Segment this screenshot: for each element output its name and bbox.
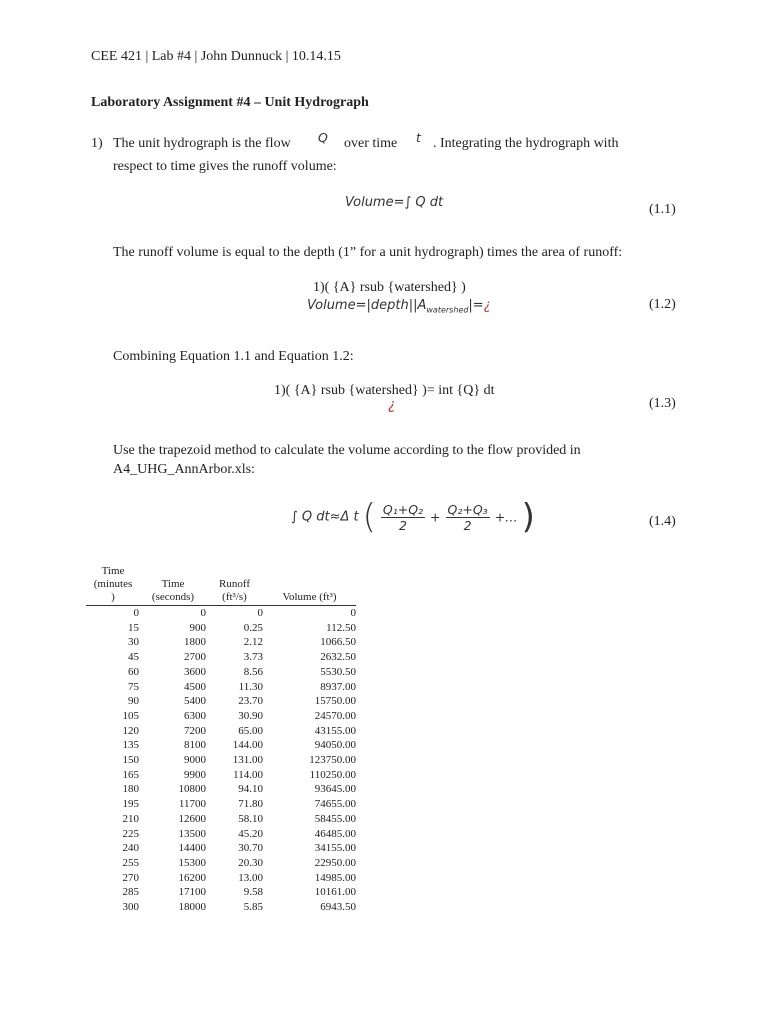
cell-runoff: 0 xyxy=(257,607,263,619)
cell-runoff: 13.00 xyxy=(238,871,263,884)
table-row xyxy=(86,621,356,636)
cell-runoff: 2.12 xyxy=(243,636,263,649)
cell-time-seconds: 9900 xyxy=(184,768,206,781)
header-time-seconds xyxy=(140,565,206,606)
table-row xyxy=(86,665,356,680)
cell-volume: 74655.00 xyxy=(314,798,356,811)
cell-volume: 10161.00 xyxy=(314,886,356,899)
header-line: Volume (ft³) xyxy=(282,591,337,603)
paragraph-1-text-b: over time xyxy=(344,136,398,151)
cell-runoff: 58.10 xyxy=(238,812,263,825)
cell-time-seconds: 13500 xyxy=(178,827,206,840)
cell-time-seconds: 10800 xyxy=(178,783,206,796)
cell-volume: 94050.00 xyxy=(314,739,356,752)
cell-volume: 6943.50 xyxy=(320,901,356,914)
equation-1-3-artifact: 1)( {A} rsub {watershed} )= int {Q} dt xyxy=(274,383,495,398)
header-runoff xyxy=(206,565,263,606)
cell-volume: 110250.00 xyxy=(309,768,356,781)
cell-runoff: 11.30 xyxy=(238,680,263,693)
cell-volume: 2632.50 xyxy=(320,651,356,664)
fraction-2-numerator: Q₂+Q₃ xyxy=(447,501,488,517)
header-volume xyxy=(263,565,356,606)
cell-time-minutes: 0 xyxy=(133,607,139,619)
cell-time-minutes: 90 xyxy=(128,695,139,708)
cell-volume: 15750.00 xyxy=(314,695,356,708)
cell-volume: 34155.00 xyxy=(314,842,356,855)
header-line: Runoff xyxy=(219,578,250,590)
cell-runoff: 9.58 xyxy=(243,886,263,899)
table-row xyxy=(86,797,356,812)
cell-time-minutes: 165 xyxy=(122,768,139,781)
equation-1-2-subscript: watershed xyxy=(426,305,469,315)
cell-runoff: 131.00 xyxy=(232,754,263,767)
equation-1-4-right-paren: ) xyxy=(521,497,535,537)
cell-runoff: 114.00 xyxy=(233,768,263,781)
equation-1-4-fraction-2 xyxy=(446,502,490,533)
table-row xyxy=(86,841,356,856)
header-line: (minutes xyxy=(93,578,133,590)
cell-time-seconds: 3600 xyxy=(184,665,206,678)
table-row xyxy=(86,871,356,886)
equation-number-1-3: (1.3) xyxy=(649,396,676,411)
cell-runoff: 94.10 xyxy=(238,783,263,796)
cell-runoff: 3.73 xyxy=(243,651,263,664)
variable-t: t xyxy=(416,130,421,145)
cell-time-minutes: 60 xyxy=(128,665,139,678)
cell-time-minutes: 30 xyxy=(128,636,139,649)
cell-runoff: 8.56 xyxy=(243,665,263,678)
cell-time-minutes: 45 xyxy=(128,651,139,664)
paragraph-2: The runoff volume is equal to the depth (1” for a unit hydrograph) times the area of runoff: xyxy=(113,245,623,260)
cell-volume: 112.50 xyxy=(326,621,356,634)
fraction-2-denominator: 2 xyxy=(463,517,472,533)
cell-volume: 14985.00 xyxy=(314,871,356,884)
equation-1-4 xyxy=(291,497,535,537)
cell-time-minutes: 180 xyxy=(122,783,139,796)
paragraph-1-text-a: The unit hydrograph is the flow xyxy=(113,136,291,151)
table-row xyxy=(86,753,356,768)
cell-volume: 24570.00 xyxy=(314,709,356,722)
fraction-1-numerator: Q₁+Q₂ xyxy=(382,501,424,517)
table-row xyxy=(86,694,356,709)
cell-time-minutes: 105 xyxy=(122,709,139,722)
table-row xyxy=(86,812,356,827)
equation-1-4-plus: + xyxy=(430,509,441,525)
header-line: Time xyxy=(101,565,125,577)
equation-1-4-fraction-1 xyxy=(381,502,425,533)
table-row xyxy=(86,768,356,783)
cell-time-seconds: 16200 xyxy=(178,871,206,884)
cell-time-seconds: 18000 xyxy=(178,901,206,914)
cell-volume: 58455.00 xyxy=(314,812,356,825)
equation-1-2-end: |= xyxy=(468,298,484,313)
cell-time-seconds: 6300 xyxy=(184,709,206,722)
cell-time-seconds: 1800 xyxy=(184,636,206,649)
equation-1-2-error-glyph: ¿ xyxy=(483,298,491,313)
cell-time-minutes: 240 xyxy=(122,842,139,855)
cell-time-minutes: 195 xyxy=(122,798,139,811)
cell-time-minutes: 135 xyxy=(122,739,139,752)
cell-volume: 93645.00 xyxy=(314,783,356,796)
equation-1-1: Volume=∫ Q dt xyxy=(345,195,444,210)
equation-1-2-main: Volume=|depth||A xyxy=(307,298,427,313)
equation-number-1-2: (1.2) xyxy=(649,297,676,312)
document-title: Laboratory Assignment #4 – Unit Hydrograph xyxy=(91,95,369,110)
table-row xyxy=(86,738,356,753)
cell-time-seconds: 2700 xyxy=(184,651,206,664)
equation-number-1-4: (1.4) xyxy=(649,514,676,529)
table-row xyxy=(86,606,356,621)
cell-runoff: 20.30 xyxy=(238,856,263,869)
cell-runoff: 0.25 xyxy=(243,621,263,634)
header-line: Time xyxy=(161,578,185,590)
cell-volume: 123750.00 xyxy=(309,754,356,767)
cell-volume: 8937.00 xyxy=(320,680,356,693)
runoff-data-table xyxy=(86,565,356,915)
cell-time-minutes: 75 xyxy=(128,680,139,693)
cell-runoff: 5.85 xyxy=(243,901,263,914)
paragraph-3: Combining Equation 1.1 and Equation 1.2: xyxy=(113,349,354,364)
cell-time-minutes: 15 xyxy=(128,621,139,634)
cell-runoff: 144.00 xyxy=(232,739,263,752)
cell-volume: 43155.00 xyxy=(314,724,356,737)
table-row xyxy=(86,782,356,797)
cell-time-seconds: 8100 xyxy=(184,739,206,752)
cell-time-minutes: 300 xyxy=(122,901,139,914)
cell-time-minutes: 120 xyxy=(122,724,139,737)
cell-volume: 22950.00 xyxy=(314,856,356,869)
paragraph-1-text-c: . Integrating the hydrograph with xyxy=(433,136,619,151)
table-row xyxy=(86,827,356,842)
cell-runoff: 45.20 xyxy=(238,827,263,840)
table-row xyxy=(86,885,356,900)
table-body xyxy=(86,606,356,915)
table-row xyxy=(86,635,356,650)
table-row xyxy=(86,724,356,739)
cell-time-seconds: 0 xyxy=(200,607,206,619)
cell-time-seconds: 5400 xyxy=(184,695,206,708)
cell-time-seconds: 14400 xyxy=(178,842,206,855)
fraction-1-denominator: 2 xyxy=(398,517,407,533)
cell-runoff: 30.90 xyxy=(238,709,263,722)
table-row xyxy=(86,680,356,695)
page-header: CEE 421 | Lab #4 | John Dunnuck | 10.14.15 xyxy=(91,49,341,64)
table-header-row xyxy=(86,565,356,606)
cell-time-seconds: 7200 xyxy=(184,724,206,737)
cell-time-minutes: 225 xyxy=(122,827,139,840)
cell-runoff: 65.00 xyxy=(238,724,263,737)
cell-time-seconds: 900 xyxy=(189,621,206,634)
equation-1-2 xyxy=(307,298,491,315)
equation-1-2-artifact: 1)( {A} rsub {watershed} ) xyxy=(313,280,466,295)
header-time-minutes xyxy=(86,565,140,606)
cell-volume: 5530.50 xyxy=(320,665,356,678)
cell-time-seconds: 17100 xyxy=(178,886,206,899)
cell-time-minutes: 210 xyxy=(122,812,139,825)
header-line: ) xyxy=(111,591,115,603)
table-row xyxy=(86,709,356,724)
equation-1-4-lhs: ∫ Q dt≈Δ t xyxy=(291,509,359,525)
cell-time-seconds: 9000 xyxy=(184,754,206,767)
equation-number-1-1: (1.1) xyxy=(649,202,676,217)
cell-time-minutes: 270 xyxy=(122,871,139,884)
header-line: (ft³/s) xyxy=(222,591,247,603)
cell-runoff: 71.80 xyxy=(238,798,263,811)
cell-volume: 1066.50 xyxy=(320,636,356,649)
cell-runoff: 23.70 xyxy=(238,695,263,708)
variable-q: Q xyxy=(318,130,328,145)
table-row xyxy=(86,900,356,915)
list-number: 1) xyxy=(91,136,103,151)
cell-time-minutes: 255 xyxy=(122,856,139,869)
equation-1-3-error-glyph: ¿ xyxy=(388,397,396,413)
table-row xyxy=(86,856,356,871)
cell-volume: 46485.00 xyxy=(314,827,356,840)
header-line: (seconds) xyxy=(151,591,195,603)
equation-1-4-left-paren: ( xyxy=(362,497,376,537)
paragraph-4-line-1: Use the trapezoid method to calculate the volume according to the flow provided in xyxy=(113,443,581,458)
cell-time-seconds: 12600 xyxy=(178,812,206,825)
equation-1-4-tail: +… xyxy=(494,509,518,525)
cell-time-minutes: 285 xyxy=(122,886,139,899)
cell-time-minutes: 150 xyxy=(122,754,139,767)
cell-time-seconds: 11700 xyxy=(178,798,206,811)
paragraph-1-line-2: respect to time gives the runoff volume: xyxy=(113,159,337,174)
paragraph-4-line-2: A4_UHG_AnnArbor.xls: xyxy=(113,462,255,477)
cell-time-seconds: 15300 xyxy=(178,856,206,869)
cell-time-seconds: 4500 xyxy=(184,680,206,693)
cell-runoff: 30.70 xyxy=(238,842,263,855)
table-row xyxy=(86,650,356,665)
cell-volume: 0 xyxy=(350,607,356,619)
